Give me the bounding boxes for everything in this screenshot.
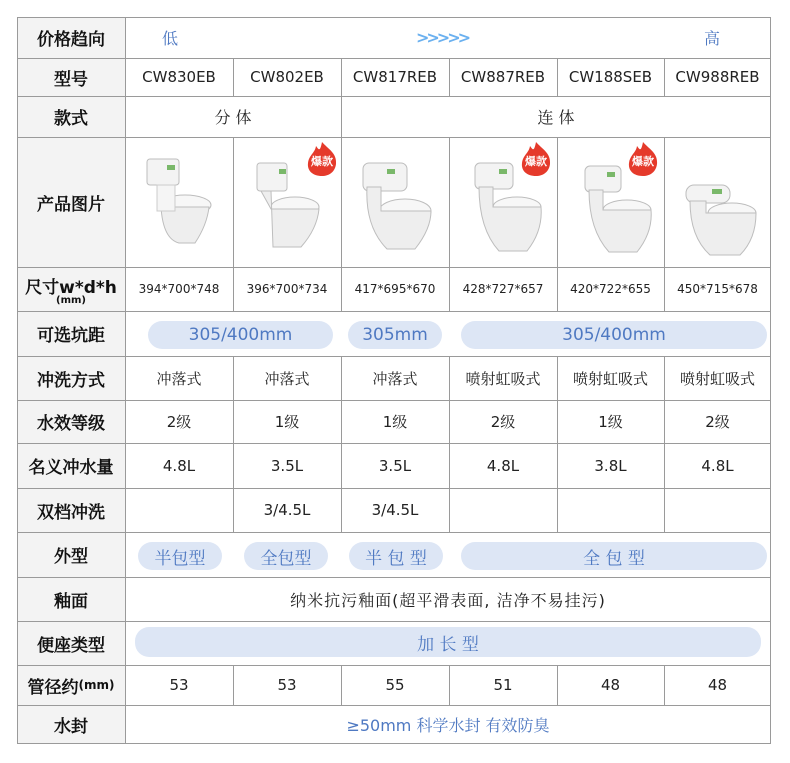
column-divider — [664, 665, 665, 705]
pipe-diameter: 48 — [707, 676, 728, 694]
column-divider — [557, 137, 558, 311]
size-label: 尺寸w*d*h — [25, 277, 117, 298]
row-header-price: 价格趋向 — [17, 17, 125, 58]
seat-type-pill: 加 长 型 — [135, 627, 761, 657]
row-divider — [17, 400, 771, 401]
flush-volume: 4.8L — [701, 456, 734, 475]
row-header-style: 款式 — [17, 96, 125, 137]
column-divider — [664, 137, 665, 311]
column-divider — [557, 58, 558, 96]
row-divider — [17, 577, 771, 578]
row-header-flush: 冲洗方式 — [17, 356, 125, 400]
pipe-diameter: 55 — [385, 676, 405, 694]
price-low-label: 低 — [161, 29, 178, 48]
size-value: 420*722*655 — [570, 282, 651, 296]
flush-type: 喷射虹吸式 — [465, 369, 541, 388]
hot-badge-label: 爆款 — [525, 155, 547, 168]
hot-badge — [624, 141, 662, 177]
row-divider — [17, 665, 771, 666]
size-value: 428*727*657 — [462, 282, 544, 296]
hot-badge — [303, 141, 341, 177]
style-one-piece: 连 体 — [537, 108, 575, 127]
row-header-image: 产品图片 — [17, 137, 125, 267]
flush-type: 喷射虹吸式 — [679, 369, 755, 388]
column-divider — [557, 356, 558, 532]
row-divider — [17, 58, 771, 59]
comparison-table — [17, 17, 771, 744]
row-divider — [17, 96, 771, 97]
column-divider — [449, 356, 450, 532]
pit-option-pill: 305/400mm — [148, 321, 333, 349]
size-unit: (mm) — [56, 294, 86, 306]
row-header-volume: 名义冲水量 — [17, 443, 125, 488]
row-header-pit: 可选坑距 — [17, 311, 125, 356]
pipe-diameter: 53 — [277, 676, 297, 694]
row-divider — [17, 488, 771, 489]
flush-type: 喷射虹吸式 — [572, 369, 648, 388]
column-divider — [233, 356, 234, 532]
table-border — [17, 17, 771, 18]
water-grade: 2级 — [166, 413, 192, 431]
pipe-diameter: 53 — [169, 676, 189, 694]
hot-badge-label: 爆款 — [311, 155, 333, 168]
shape-pill: 全包型 — [244, 542, 328, 570]
flush-volume: 4.8L — [486, 456, 520, 475]
flush-type: 冲落式 — [156, 369, 202, 388]
row-divider — [17, 705, 771, 706]
row-divider — [17, 267, 771, 268]
pit-option-pill: 305/400mm — [461, 321, 767, 349]
water-grade: 2级 — [705, 413, 730, 431]
row-header-size — [17, 267, 125, 311]
row-header-model: 型号 — [17, 58, 125, 96]
glaze-description: 纳米抗污釉面(超平滑表面, 洁净不易挂污) — [290, 590, 606, 610]
size-value: 450*715*678 — [677, 282, 758, 296]
column-divider — [664, 356, 665, 532]
toilet-image — [577, 162, 657, 264]
size-value: 396*700*734 — [246, 282, 328, 296]
flush-type: 冲落式 — [264, 369, 310, 388]
flush-volume: 3.5L — [270, 456, 304, 475]
pit-option-pill: 305mm — [348, 321, 442, 349]
water-seal-description: ≥50mm 科学水封 有效防臭 — [346, 716, 550, 735]
row-header-pipe — [17, 665, 125, 705]
size-value: 417*695*670 — [354, 282, 436, 296]
water-grade: 1级 — [382, 413, 408, 431]
water-grade: 1级 — [598, 413, 623, 431]
column-divider — [664, 58, 665, 96]
price-high-label: 高 — [703, 29, 720, 48]
pipe-diameter: 51 — [493, 676, 513, 694]
pipe-diameter: 48 — [600, 676, 621, 694]
price-arrows-icon: >>>>> — [415, 28, 469, 47]
model-name: CW988REB — [675, 68, 760, 86]
flush-volume: 4.8L — [162, 456, 196, 475]
model-name: CW887REB — [460, 68, 546, 86]
column-divider — [449, 58, 450, 96]
row-header-glaze: 釉面 — [17, 577, 125, 621]
toilet-image — [682, 179, 762, 265]
column-divider — [341, 58, 342, 311]
table-border — [770, 17, 771, 744]
flush-volume: 3.5L — [378, 456, 412, 475]
column-divider — [233, 137, 234, 311]
row-header-shape: 外型 — [17, 532, 125, 577]
row-divider — [17, 356, 771, 357]
model-name: CW830EB — [142, 68, 216, 86]
water-grade: 2级 — [490, 413, 516, 431]
table-border — [17, 743, 771, 744]
column-divider — [233, 58, 234, 96]
column-divider — [341, 665, 342, 705]
shape-pill: 半包型 — [138, 542, 222, 570]
row-header-seat: 便座类型 — [17, 621, 125, 665]
model-name: CW802EB — [250, 68, 324, 86]
column-divider — [233, 665, 234, 705]
model-name: CW188SEB — [568, 68, 653, 86]
column-divider — [449, 665, 450, 705]
style-split: 分 体 — [214, 108, 252, 127]
toilet-image — [143, 155, 215, 255]
model-name: CW817REB — [352, 68, 438, 86]
toilet-image — [357, 157, 437, 261]
column-divider — [557, 665, 558, 705]
size-value: 394*700*748 — [138, 282, 220, 296]
shape-pill: 全 包 型 — [461, 542, 767, 570]
row-header-seal: 水封 — [17, 705, 125, 744]
dual-flush-value: 3/4.5L — [371, 501, 419, 519]
column-divider — [449, 137, 450, 311]
dual-flush-value: 3/4.5L — [263, 501, 311, 519]
row-header-water: 水效等级 — [17, 400, 125, 443]
row-divider — [17, 311, 771, 312]
hot-badge-label: 爆款 — [632, 155, 654, 168]
flush-type: 冲落式 — [372, 369, 418, 388]
row-divider — [17, 137, 771, 138]
row-header-dual: 双档冲洗 — [17, 488, 125, 532]
pipe-unit: (mm) — [78, 678, 115, 692]
row-divider — [17, 443, 771, 444]
flush-volume: 3.8L — [594, 456, 627, 475]
column-divider — [125, 17, 126, 744]
column-divider — [341, 356, 342, 532]
hot-badge — [517, 141, 555, 177]
row-divider — [17, 621, 771, 622]
shape-pill: 半 包 型 — [349, 542, 443, 570]
table-border — [17, 17, 18, 744]
row-divider — [17, 532, 771, 533]
pipe-label: 管径约 — [27, 677, 79, 698]
water-grade: 1级 — [274, 413, 300, 431]
